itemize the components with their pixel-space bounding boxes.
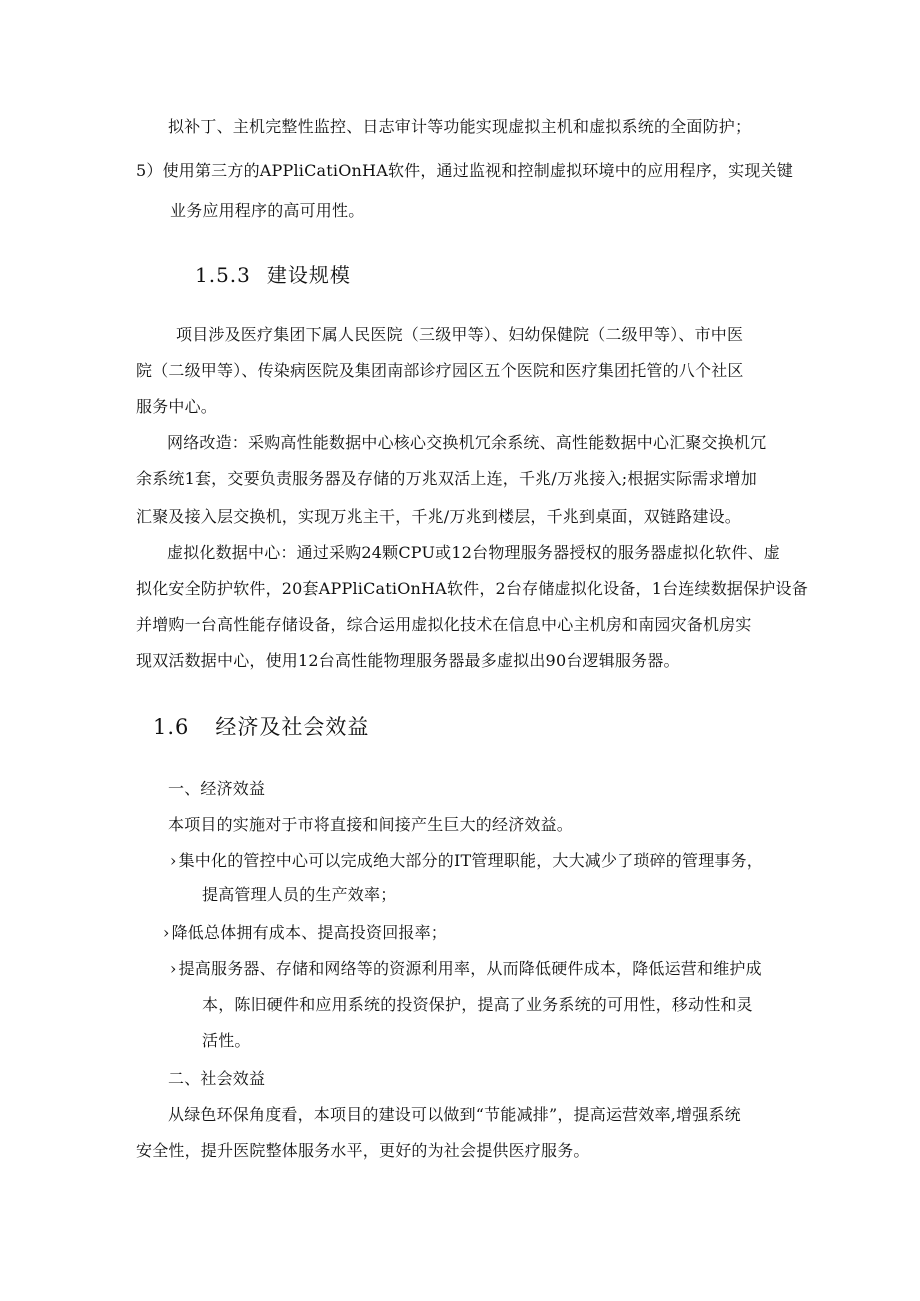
bullet-continuation: 活性。 (202, 1031, 251, 1050)
paragraph-line: 拟化安全防护软件，20套APPliCatiOnHA软件，2台存储虚拟化设备，1台连续数据保护设备 (136, 579, 808, 598)
paragraph-line: 现双活数据中心，使用12台高性能物理服务器最多虚拟出90台逻辑服务器。 (136, 651, 680, 670)
subheading-social: 二、社会效益 (168, 1069, 266, 1088)
paragraph-line: 余系统1套，交要负责服务器及存储的万兆双活上连，千兆/万兆接入;根据实际需求增加 (136, 469, 757, 488)
bullet-item: › 降低总体拥有成本、提高投资回报率； (163, 923, 448, 942)
list-item-5-continuation: 业务应用程序的高可用性。 (170, 201, 365, 220)
bullet-item: › 集中化的管控中心可以完成绝大部分的IT管理职能，大大减少了琐碎的管理事务， (170, 851, 764, 870)
paragraph-line: 服务中心。 (136, 397, 218, 416)
paragraph-line: 从绿色环保角度看，本项目的建设可以做到“节能减排”，提高运营效率,增强系统 (168, 1105, 741, 1124)
paragraph-line: 虚拟化数据中心：通过采购24颗CPU或12台物理服务器授权的服务器虚拟化软件、虚 (167, 543, 780, 562)
paragraph-line: 安全性，提升医院整体服务水平，更好的为社会提供医疗服务。 (136, 1141, 590, 1160)
bullet-marker: › (170, 851, 177, 870)
section-number: 1.6 (153, 715, 190, 739)
section-title: 经济及社会效益 (215, 715, 370, 739)
bullet-continuation: 提高管理人员的生产效率； (202, 885, 397, 904)
paragraph-line: 院（二级甲等）、传染病医院及集团南部诊疗园区五个医院和医疗集团托管的八个社区 (136, 361, 744, 380)
section-heading-1-5-3 (195, 263, 351, 287)
list-item-5-line: 5）使用第三方的APPliCatiOnHA软件，通过监视和控制虚拟环境中的应用程序，实现关键 (136, 161, 793, 180)
bullet-marker: › (163, 923, 170, 942)
section-number: 1.5.3 (195, 263, 251, 287)
section-heading-1-6 (153, 714, 369, 740)
intro-line: 拟补丁、主机完整性监控、日志审计等功能实现虚拟主机和虚拟系统的全面防护； (168, 117, 752, 136)
paragraph-line: 网络改造：采购高性能数据中心核心交换机冗余系统、高性能数据中心汇聚交换机冗 (167, 433, 767, 452)
paragraph-line: 本项目的实施对于市将直接和间接产生巨大的经济效益。 (168, 815, 574, 834)
bullet-item: › 提高服务器、存储和网络等的资源利用率，从而降低硬件成本，降低运营和维护成 (170, 959, 762, 978)
subheading-economic: 一、经济效益 (168, 779, 266, 798)
paragraph-line: 项目涉及医疗集团下属人民医院（三级甲等）、妇幼保健院（二级甲等）、市中医 (176, 325, 744, 344)
bullet-marker: › (170, 959, 177, 978)
bullet-continuation: 本，陈旧硬件和应用系统的投资保护，提高了业务系统的可用性，移动性和灵 (202, 995, 753, 1014)
section-title: 建设规模 (266, 263, 351, 287)
paragraph-line: 并增购一台高性能存储设备，综合运用虚拟化技术在信息中心主机房和南园灾备机房实 (136, 615, 752, 634)
paragraph-line: 汇聚及接入层交换机，实现万兆主干，千兆/万兆到楼层，千兆到桌面，双链路建设。 (136, 507, 741, 526)
